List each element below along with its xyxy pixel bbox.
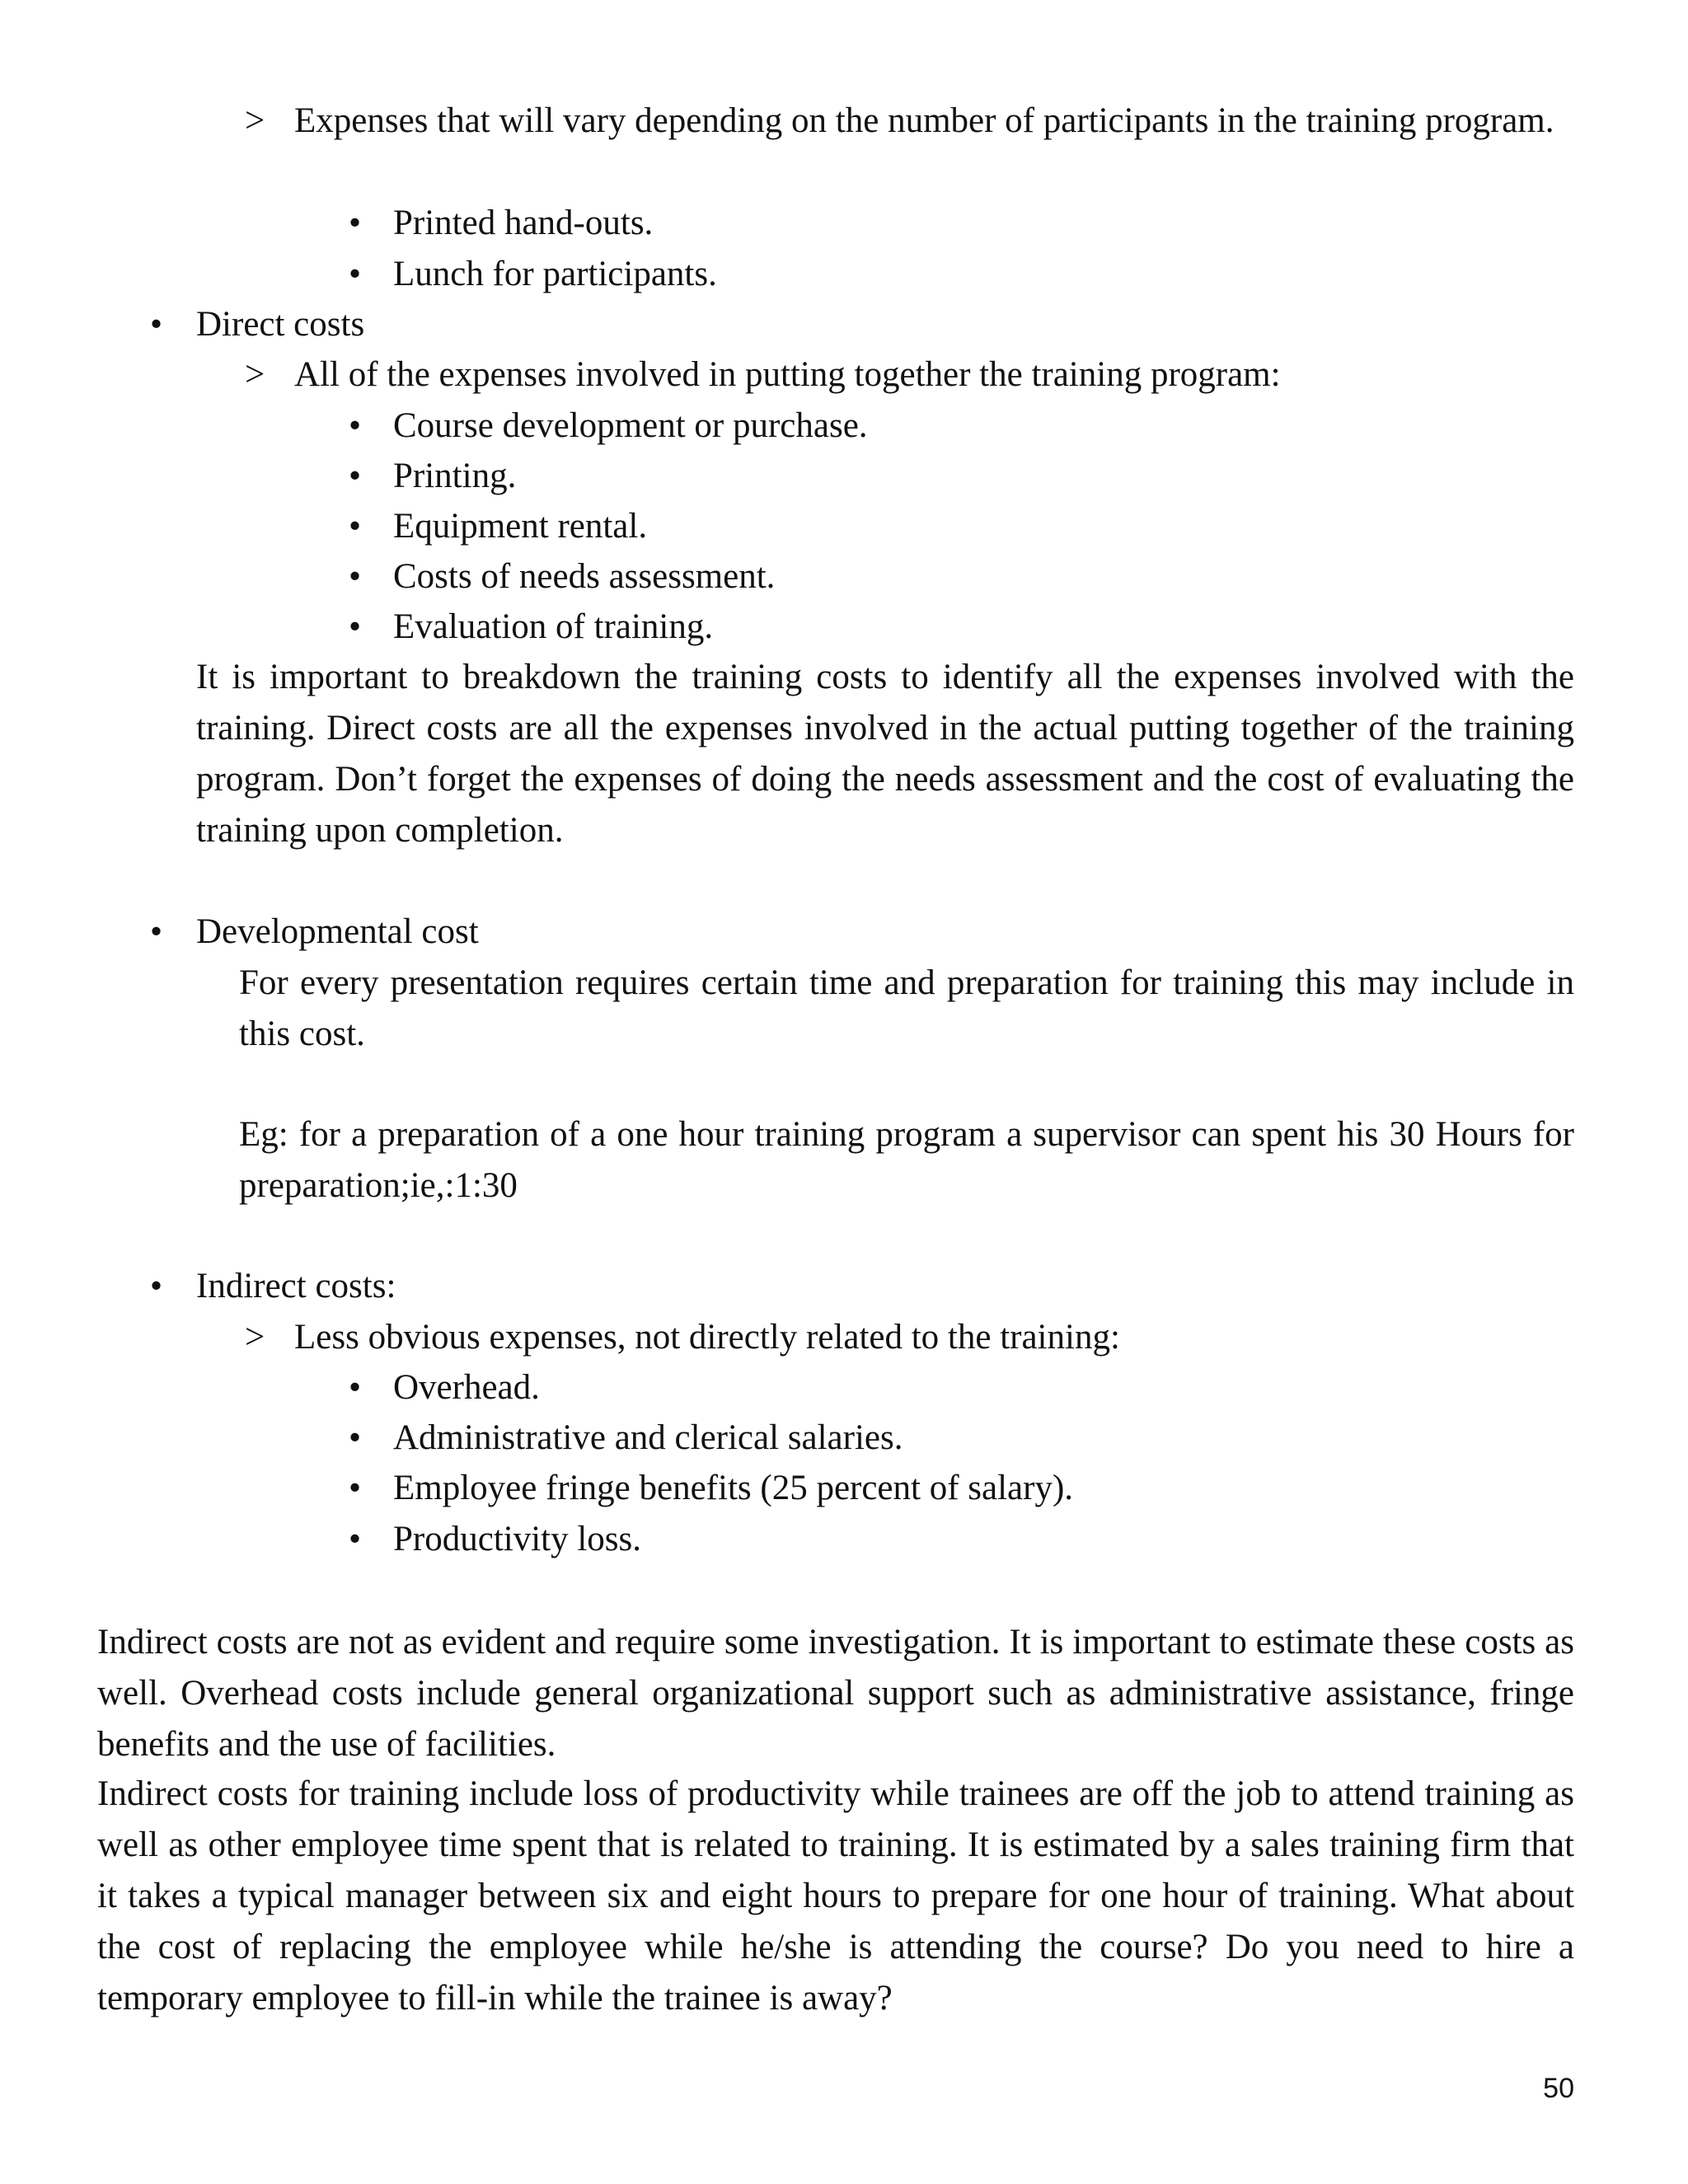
indirect-costs-heading: Indirect costs: [196, 1267, 396, 1305]
direct-costs-heading: Direct costs [196, 305, 365, 344]
list-item: Printed hand-outs. [393, 204, 654, 242]
indirect-costs-intro: Less obvious expenses, not directly related to the training: [294, 1318, 1120, 1357]
closing-paragraph-1: Indirect costs are not as evident and require some investigation. It is important to estimate these costs as well. Overhead costs include general organizational support such as administrative assistance, fringe benefits and the use of facilities. [97, 1623, 1574, 1764]
list-item: Administrative and clerical salaries. [393, 1418, 903, 1457]
page-number: 50 [1543, 2073, 1574, 2104]
bullet: • [349, 204, 362, 242]
bullet: • [349, 607, 362, 646]
bullet: • [349, 406, 362, 445]
arrow-marker: > [245, 101, 265, 140]
developmental-cost-heading: Developmental cost [196, 912, 479, 951]
bullet: • [349, 1418, 362, 1457]
list-item: Equipment rental. [393, 507, 648, 546]
bullet: • [349, 1520, 362, 1558]
list-item: Lunch for participants. [393, 255, 717, 293]
list-item: Productivity loss. [393, 1520, 642, 1558]
closing-paragraph-2: Indirect costs for training include loss of productivity while trainees are off the job to attend training as well as other employee time spent that is related to training. It is estimated by a sales training firm that it takes a typical manager between six and eight hours to prepare for one hour of training. What about the cost of replacing the employee while he/she is attending the course? Do you need to hire a temporary employee to fill-in while the trainee is away? [97, 1774, 1574, 2018]
bullet: • [349, 457, 362, 495]
bullet: • [349, 1469, 362, 1507]
bullet: • [349, 255, 362, 293]
direct-costs-paragraph: It is important to breakdown the training costs to identify all the expenses involved with the training. Direct costs are all the expenses involved in the actual putting together of the training program. Don’t forget the expenses of doing the needs assessment and the cost of evaluating the training upon completion. [196, 658, 1574, 850]
bullet: • [150, 1267, 163, 1305]
list-item: Printing. [393, 457, 517, 495]
bullet: • [150, 305, 163, 344]
list-item: Costs of needs assessment. [393, 557, 776, 596]
arrow-marker: > [245, 1318, 265, 1357]
list-item: Overhead. [393, 1368, 540, 1407]
bullet: • [150, 912, 163, 951]
developmental-cost-paragraph: For every presentation requires certain time and preparation for training this may include in this cost. [239, 963, 1574, 1053]
list-item: Evaluation of training. [393, 607, 714, 646]
list-item: Course development or purchase. [393, 406, 868, 445]
direct-costs-intro: All of the expenses involved in putting together the training program: [294, 355, 1281, 394]
bullet: • [349, 557, 362, 596]
bullet: • [349, 1368, 362, 1407]
arrow-marker: > [245, 355, 265, 394]
bullet: • [349, 507, 362, 546]
list-item: Employee fringe benefits (25 percent of salary). [393, 1469, 1074, 1507]
variable-expenses-text: Expenses that will vary depending on the number of participants in the training program. [294, 101, 1554, 140]
developmental-cost-example: Eg: for a preparation of a one hour training program a supervisor can spent his 30 Hours for preparation;ie,:1:30 [239, 1115, 1574, 1205]
